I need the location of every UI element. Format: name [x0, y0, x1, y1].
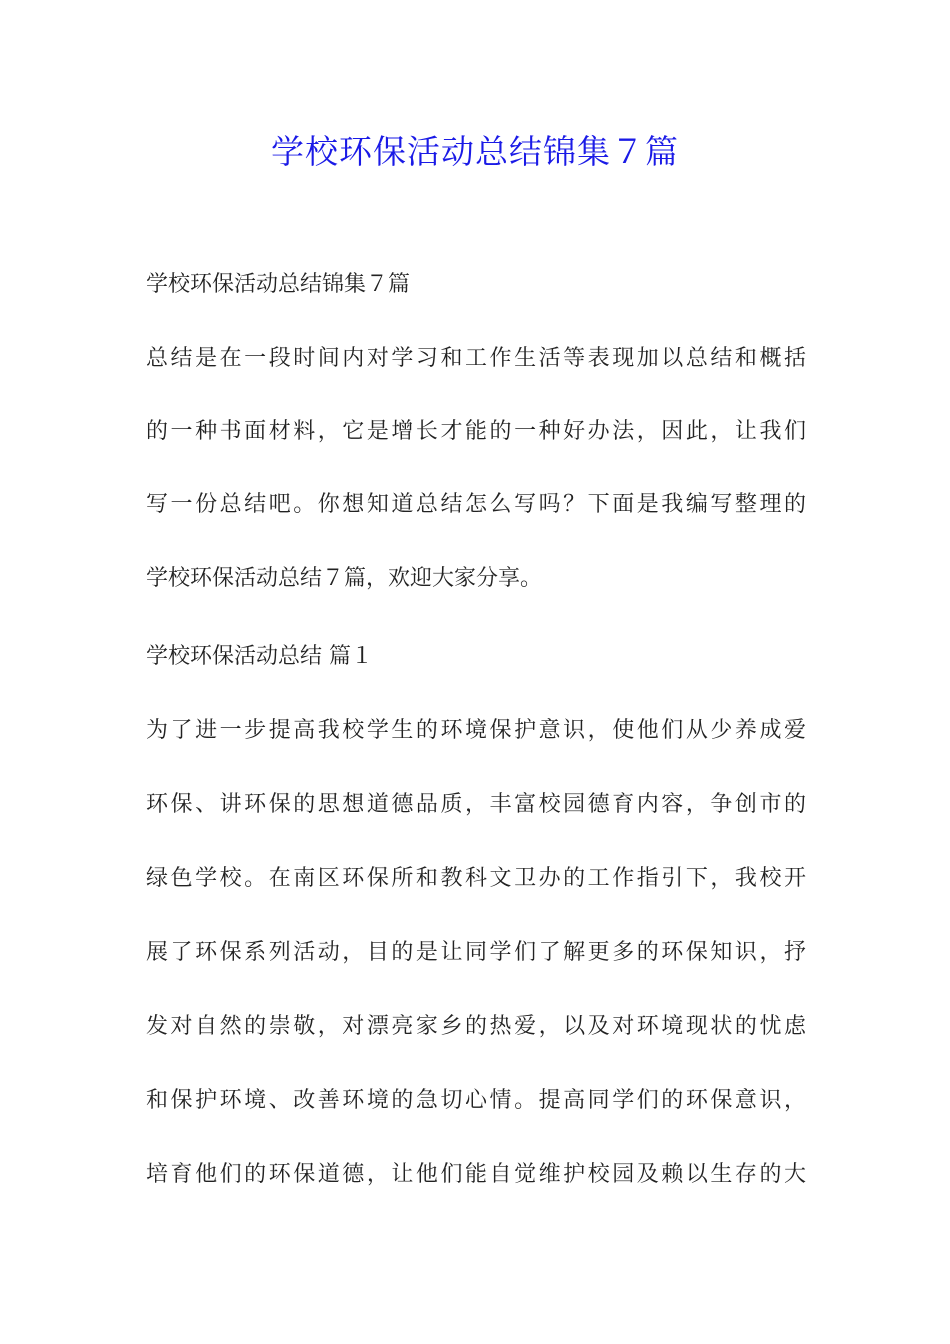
intro-line: 学校环保活动总结７篇，欢迎大家分享。 [146, 566, 543, 591]
document-title: 学校环保活动总结锦集７篇 [271, 132, 679, 171]
intro-line: 写一份总结吧。你想知道总结怎么写吗？下面是我编写整理的 [146, 492, 806, 517]
body-line: 和保护环境、改善环境的急切心情。提高同学们的环保意识， [146, 1088, 806, 1113]
body-line: 环保、讲环保的思想道德品质，丰富校园德育内容，争创市的 [146, 792, 806, 817]
body-line: 培育他们的环保道德，让他们能自觉维护校园及赖以生存的大 [146, 1162, 806, 1187]
document-subtitle: 学校环保活动总结锦集７篇 [146, 272, 411, 297]
body-line: 为了进一步提高我校学生的环境保护意识，使他们从少养成爱 [146, 718, 806, 743]
body-line: 发对自然的崇敬，对漂亮家乡的热爱，以及对环境现状的忧虑 [146, 1014, 806, 1039]
intro-line: 的一种书面材料，它是增长才能的一种好办法，因此，让我们 [146, 419, 806, 444]
section-heading: 学校环保活动总结 篇１ [146, 644, 373, 669]
intro-line: 总结是在一段时间内对学习和工作生活等表现加以总结和概括 [146, 346, 806, 371]
body-line: 绿色学校。在南区环保所和教科文卫办的工作指引下，我校开 [146, 866, 806, 891]
body-line: 展了环保系列活动，目的是让同学们了解更多的环保知识，抒 [146, 940, 806, 965]
